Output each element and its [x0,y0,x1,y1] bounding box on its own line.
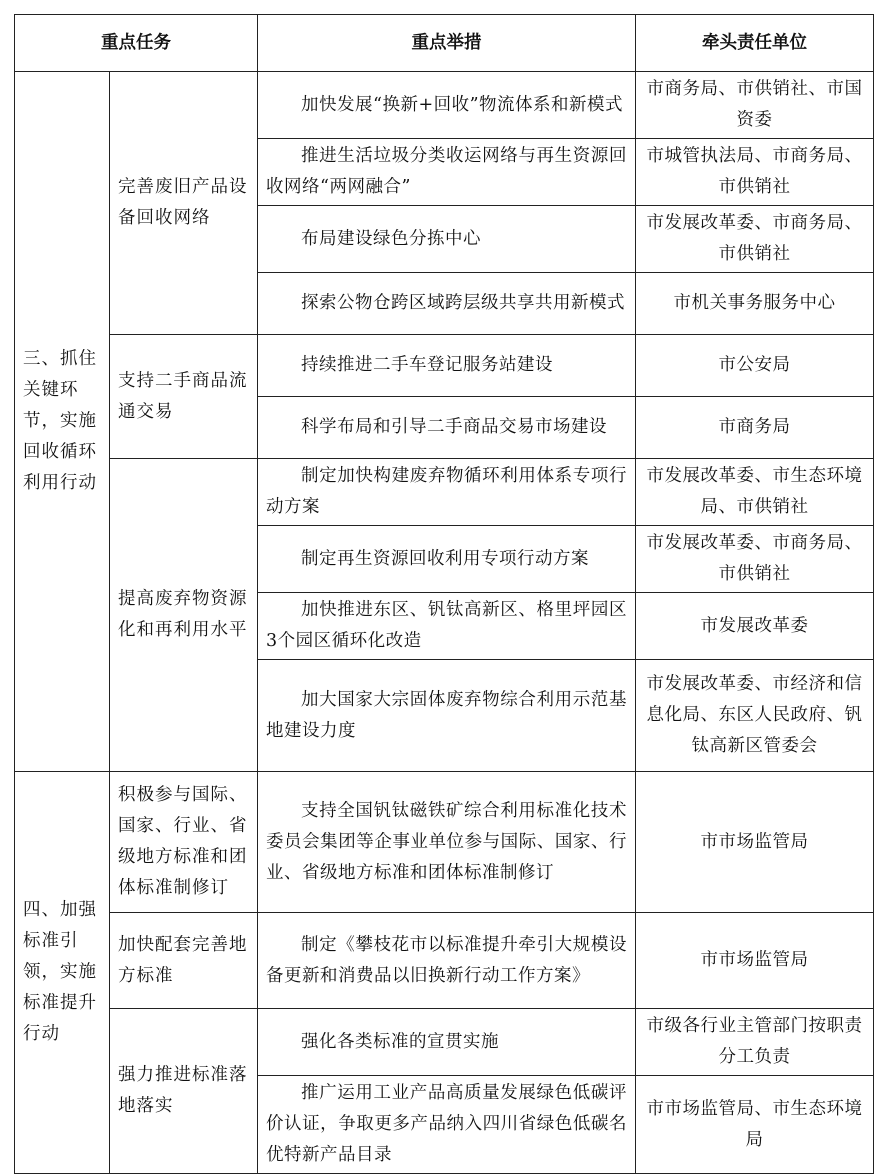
subtask-cell: 完善废旧产品设备回收网络 [110,72,258,335]
task-cell: 四、加强标准引领，实施标准提升行动 [15,772,110,1174]
table-row [15,72,874,139]
subtask-cell: 提高废弃物资源化和再利用水平 [110,459,258,772]
table-row [15,913,874,1009]
measure-cell: 加快推进东区、钒钛高新区、格里坪园区3个园区循环化改造 [258,593,636,660]
header-row [15,15,874,72]
measure-cell: 加大国家大宗固体废弃物综合利用示范基地建设力度 [258,660,636,772]
measure-cell: 探索公物仓跨区域跨层级共享共用新模式 [258,273,636,335]
unit-cell: 市发展改革委、市商务局、市供销社 [636,206,874,273]
header-unit: 牵头责任单位 [636,15,874,72]
unit-cell: 市公安局 [636,335,874,397]
subtask-cell: 加快配套完善地方标准 [110,913,258,1009]
measure-cell: 制定再生资源回收利用专项行动方案 [258,526,636,593]
unit-cell: 市级各行业主管部门按职责分工负责 [636,1009,874,1076]
measure-cell: 推进生活垃圾分类收运网络与再生资源回收网络“两网融合” [258,139,636,206]
table-row [15,772,874,913]
measure-cell: 持续推进二手车登记服务站建设 [258,335,636,397]
measure-cell: 支持全国钒钛磁铁矿综合利用标准化技术委员会集团等企事业单位参与国际、国家、行业、省级地方标准和团体标准制修订 [258,772,636,913]
measure-cell: 加快发展“换新+回收”物流体系和新模式 [258,72,636,139]
unit-cell: 市发展改革委、市经济和信息化局、东区人民政府、钒钛高新区管委会 [636,660,874,772]
unit-cell: 市城管执法局、市商务局、市供销社 [636,139,874,206]
measure-cell: 制定《攀枝花市以标准提升牵引大规模设备更新和消费品以旧换新行动工作方案》 [258,913,636,1009]
unit-cell: 市商务局 [636,397,874,459]
unit-cell: 市发展改革委、市商务局、市供销社 [636,526,874,593]
unit-cell: 市发展改革委、市生态环境局、市供销社 [636,459,874,526]
measure-cell: 布局建设绿色分拣中心 [258,206,636,273]
unit-cell: 市市场监管局 [636,913,874,1009]
task-cell: 三、抓住关键环节，实施回收循环利用行动 [15,72,110,772]
measure-cell: 制定加快构建废弃物循环利用体系专项行动方案 [258,459,636,526]
measure-cell: 推广运用工业产品高质量发展绿色低碳评价认证，争取更多产品纳入四川省绿色低碳名优特新产品目录 [258,1076,636,1174]
table-row [15,1009,874,1076]
measure-cell: 科学布局和引导二手商品交易市场建设 [258,397,636,459]
subtask-cell: 强力推进标准落地落实 [110,1009,258,1174]
unit-cell: 市商务局、市供销社、市国资委 [636,72,874,139]
unit-cell: 市发展改革委 [636,593,874,660]
header-measure: 重点举措 [258,15,636,72]
unit-cell: 市机关事务服务中心 [636,273,874,335]
table-row [15,459,874,526]
unit-cell: 市市场监管局 [636,772,874,913]
table-row [15,335,874,397]
measure-cell: 强化各类标准的宣贯实施 [258,1009,636,1076]
subtask-cell: 支持二手商品流通交易 [110,335,258,459]
policy-table [14,14,874,1174]
unit-cell: 市市场监管局、市生态环境局 [636,1076,874,1174]
subtask-cell: 积极参与国际、国家、行业、省级地方标准和团体标准制修订 [110,772,258,913]
header-task: 重点任务 [15,15,258,72]
